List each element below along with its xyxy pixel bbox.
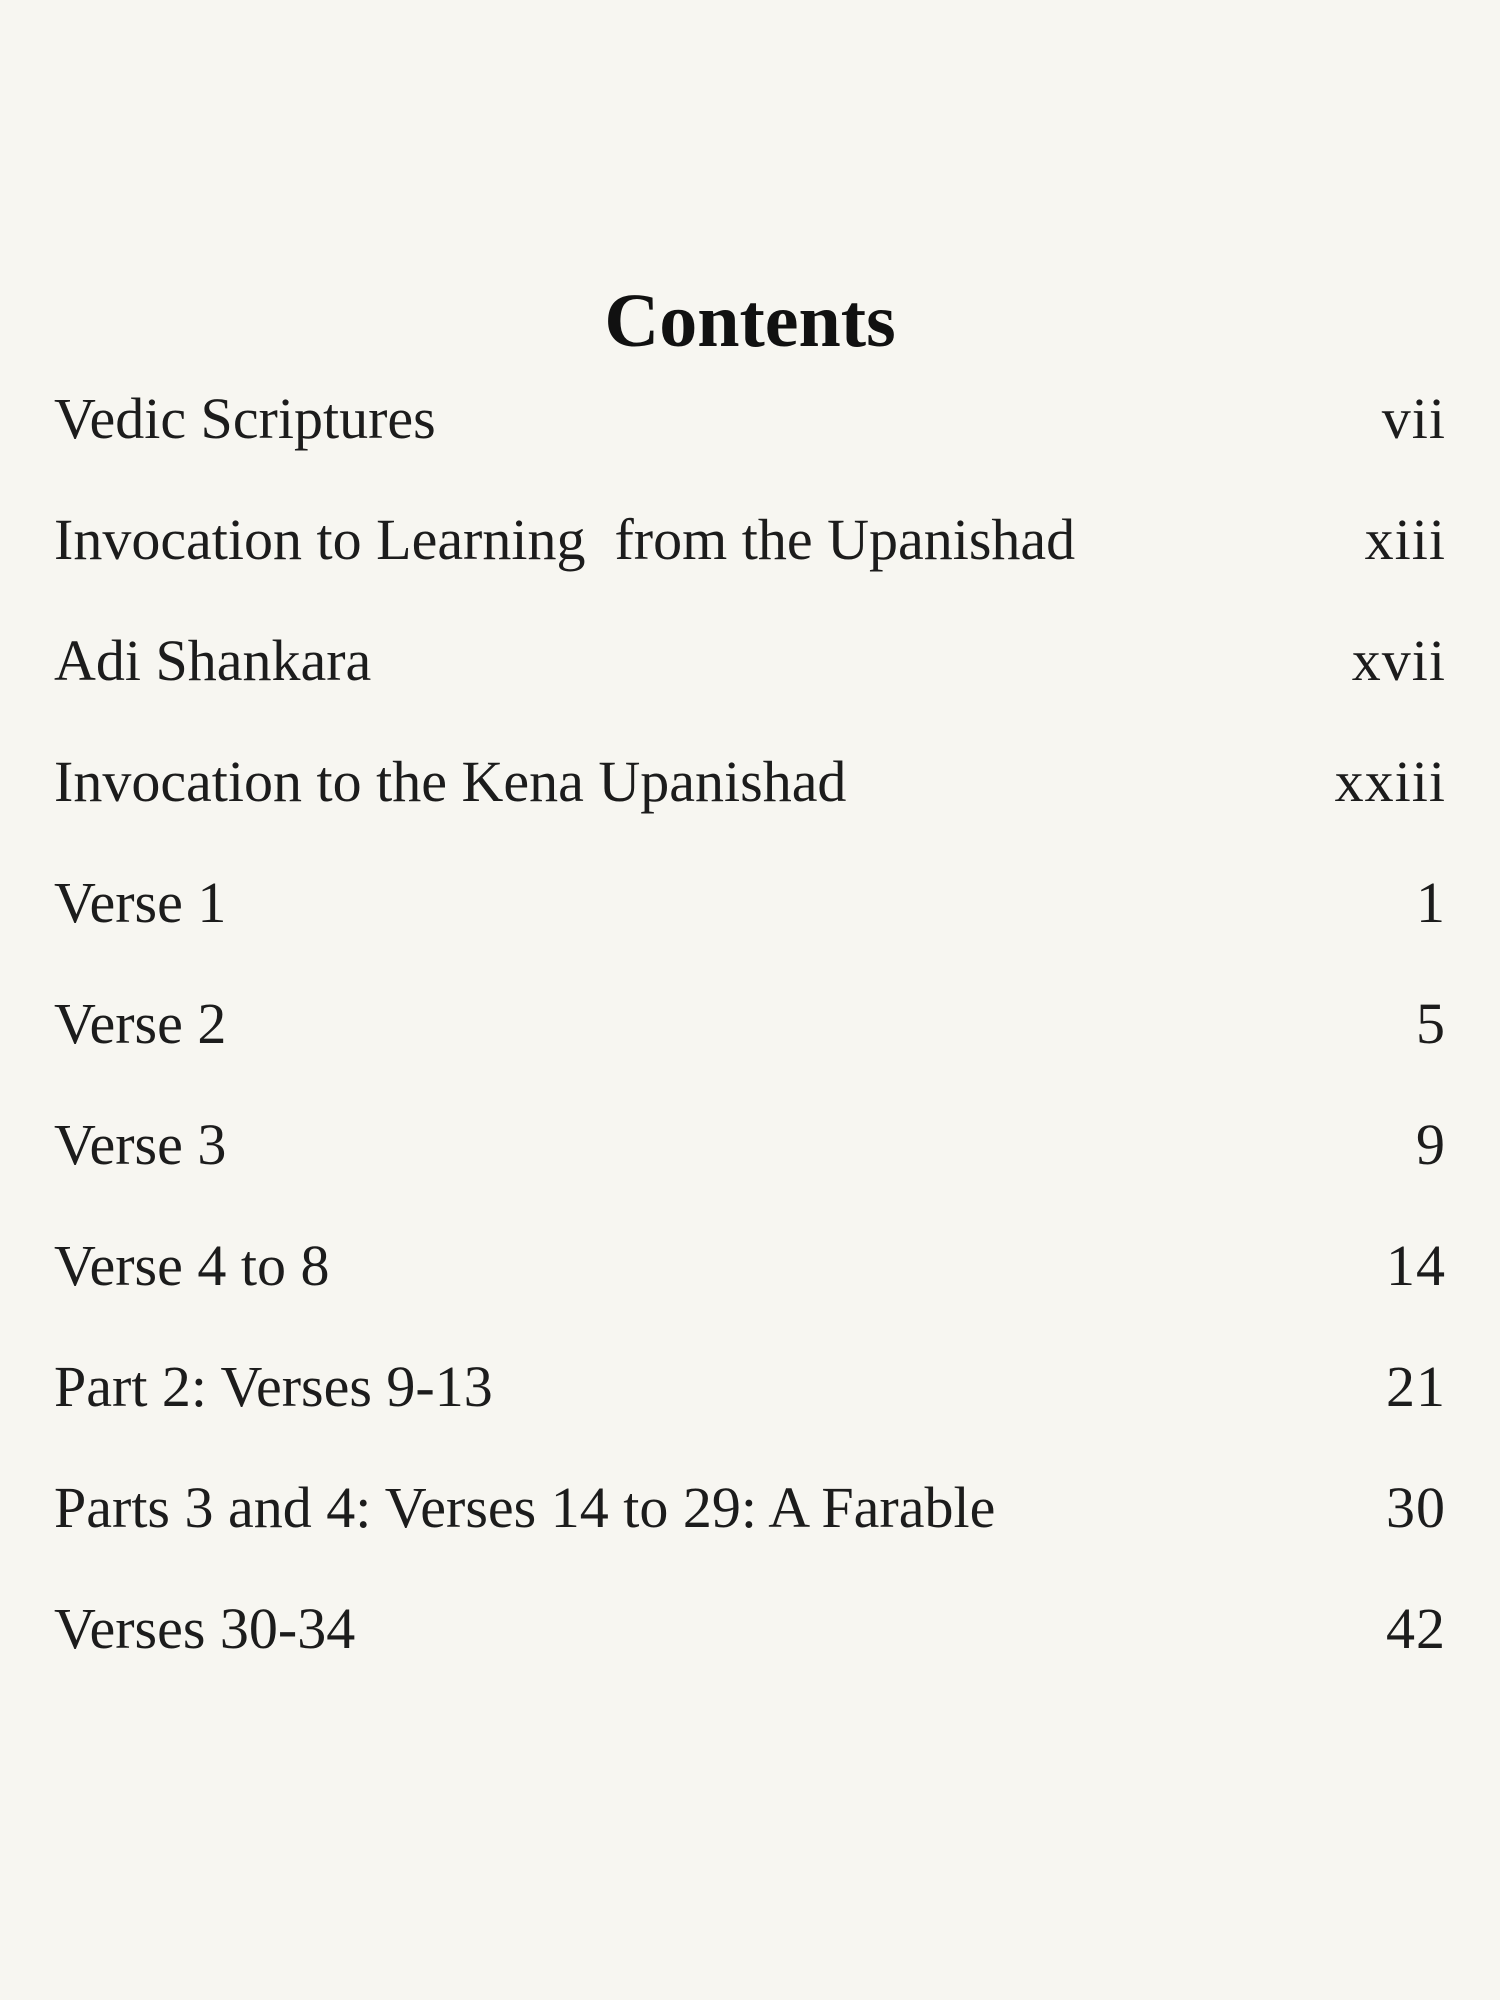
toc-entry-label: Verse 4 to 8 bbox=[54, 1233, 330, 1298]
toc-entry-page: 30 bbox=[1386, 1475, 1446, 1540]
toc-entry-page: xxiii bbox=[1334, 749, 1446, 814]
toc-entry bbox=[54, 1112, 1446, 1237]
toc-entry-page: xiii bbox=[1364, 507, 1446, 572]
toc-entry-page: 14 bbox=[1386, 1233, 1446, 1298]
toc-entry bbox=[54, 628, 1446, 753]
toc-entry bbox=[54, 1475, 1446, 1600]
toc-entry-label: Verses 30-34 bbox=[54, 1596, 356, 1661]
toc-entry bbox=[54, 991, 1446, 1116]
toc-entry bbox=[54, 1596, 1446, 1721]
toc-entry-page: 9 bbox=[1416, 1112, 1446, 1177]
toc-entry bbox=[54, 870, 1446, 995]
toc-entry-page: 21 bbox=[1386, 1354, 1446, 1419]
table-of-contents bbox=[54, 386, 1446, 1721]
toc-entry-page: vii bbox=[1381, 386, 1446, 451]
toc-entry-label: Part 2: Verses 9-13 bbox=[54, 1354, 493, 1419]
toc-entry-page: 42 bbox=[1386, 1596, 1446, 1661]
toc-entry-page: xvii bbox=[1351, 628, 1446, 693]
toc-entry-page: 5 bbox=[1416, 991, 1446, 1056]
toc-entry-label: Parts 3 and 4: Verses 14 to 29: A Farable bbox=[54, 1475, 996, 1540]
toc-entry bbox=[54, 1354, 1446, 1479]
toc-entry-page: 1 bbox=[1416, 870, 1446, 935]
toc-entry-label: Verse 1 bbox=[54, 870, 227, 935]
toc-entry-label: Invocation to Learning from the Upanishad bbox=[54, 507, 1076, 572]
toc-entry-label: Invocation to the Kena Upanishad bbox=[54, 749, 847, 814]
toc-entry-label: Verse 2 bbox=[54, 991, 227, 1056]
toc-entry-label: Verse 3 bbox=[54, 1112, 227, 1177]
toc-entry bbox=[54, 386, 1446, 511]
toc-entry bbox=[54, 507, 1446, 632]
toc-entry-label: Vedic Scriptures bbox=[54, 386, 436, 451]
toc-entry-label: Adi Shankara bbox=[54, 628, 372, 693]
toc-entry bbox=[54, 749, 1446, 874]
toc-entry bbox=[54, 1233, 1446, 1358]
page-title: Contents bbox=[604, 278, 896, 363]
